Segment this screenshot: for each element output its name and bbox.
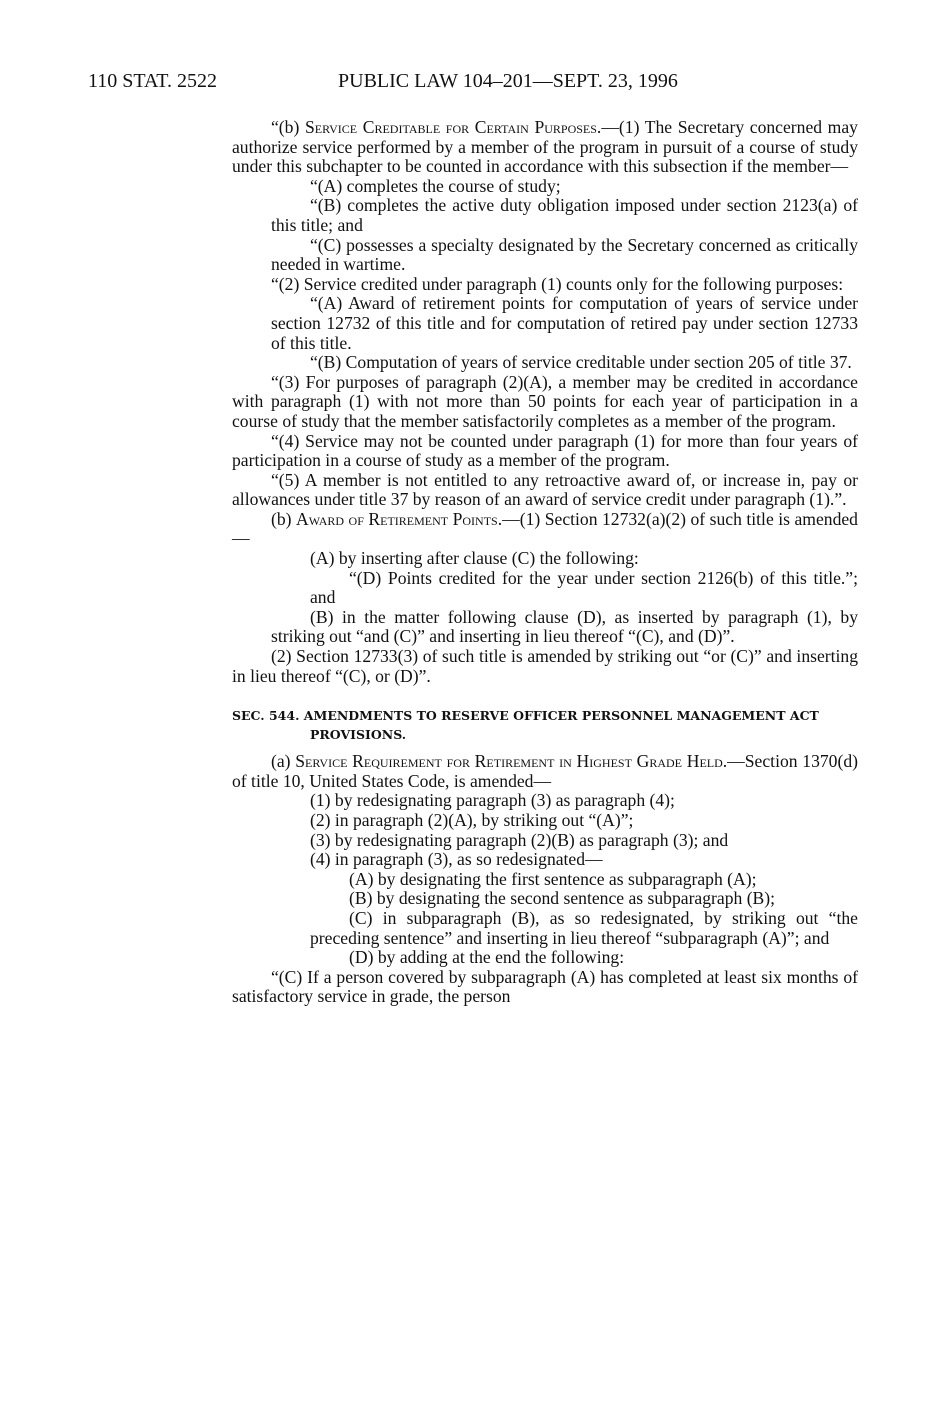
para-text: .—(1) The Secretary concerned may authorize service performed by a member of the program in pursuit of a course of study under this subchapter to be counted in accordance with this subsection if the member— [232,117,858,177]
para-a-4-A: (A) by designating the first sentence as subparagraph (A); [349,868,757,889]
para-1-B: “(B) completes the active duty obligation imposed under section 2123(a) of this title; and [271,195,858,235]
para-prefix: (b) [271,508,297,529]
para-a-4-C: (C) in subparagraph (B), as so redesignated, by striking out “the preceding sentence” and inserting in lieu thereof “subparagraph (A)”; and [310,907,858,948]
public-law-citation: PUBLIC LAW 104–201—SEPT. 23, 1996 [338,70,678,92]
para-prefix: “(b) [271,117,305,137]
para-b-award-retirement-points [232,510,858,549]
para-2-B: “(B) Computation of years of service creditable under section 205 of title 37. [310,352,852,373]
para-1-C: “(C) possesses a specialty designated by the Secretary concerned as critically needed in wartime. [271,234,858,275]
para-a-4-B: (B) by designating the second sentence as subparagraph (B); [349,888,776,909]
para-b1-A: (A) by inserting after clause (C) the following: [310,548,639,569]
statute-body [232,118,858,1007]
para-text: .—Section 1370(d) of title 10, United States Code, is amended— [232,751,858,791]
para-a-3: (3) by redesignating paragraph (2)(B) as paragraph (3); and [310,829,729,850]
section-heading-544: SEC. 544. AMENDMENTS TO RESERVE OFFICER PERSONNEL MANAGEMENT ACT PROVISIONS. [232,708,819,743]
para-a-4-D: (D) by adding at the end the following: [349,947,625,968]
para-3: “(3) For purposes of paragraph (2)(A), a member may be credited in accordance with paragraph (1) with not more than 50 points for each year of participation in a course of study that the member satisfactorily completes as a member of the program. [232,371,858,431]
para-b1-A-D: “(D) Points credited for the year under section 2126(b) of this title.”; and [310,567,858,608]
para-heading: Award of Retirement Points [296,508,498,529]
para-a-2: (2) in paragraph (2)(A), by striking out “(A)”; [310,810,634,830]
para-1-A: “(A) completes the course of study; [310,175,561,196]
para-b-service-creditable [232,118,858,177]
para-b1-B: (B) in the matter following clause (D), as inserted by paragraph (1), by striking out “and (C)” and inserting in lieu thereof “(C), and (D)”. [271,606,858,647]
para-heading: Service Creditable for Certain Purposes [304,117,597,137]
para-b2: (2) Section 12733(3) of such title is amended by striking out “or (C)” and inserting in lieu thereof “(C), or (D)”. [232,646,858,686]
para-a-1: (1) by redesignating paragraph (3) as paragraph (4); [310,790,675,811]
para-a-4: (4) in paragraph (3), as so redesignated— [310,849,603,870]
page-stat-citation: 110 STAT. 2522 [88,70,217,92]
para-heading: Service Requirement for Retirement in Highest Grade Held [295,751,723,772]
para-2: “(2) Service credited under paragraph (1) counts only for the following purposes: [271,273,844,294]
para-2-A: “(A) Award of retirement points for computation of years of service under section 12732 of this title and for computation of retired pay under section 12733 of this title. [271,293,858,353]
para-5: “(5) A member is not entitled to any retroactive award of, or increase in, pay or allowances under title 37 by reason of an award of service credit under paragraph (1).”. [232,469,858,510]
para-a-service-requirement [232,752,858,791]
para-prefix: (a) [271,751,296,772]
para-inserted-C: “(C) If a person covered by subparagraph (A) has completed at least six months of satisfactory service in grade, the person [232,966,858,1007]
para-text: .—(1) Section 12732(a)(2) of such title is amended— [232,508,858,549]
para-4: “(4) Service may not be counted under paragraph (1) for more than four years of participation in a course of study as a member of the program. [232,430,858,471]
